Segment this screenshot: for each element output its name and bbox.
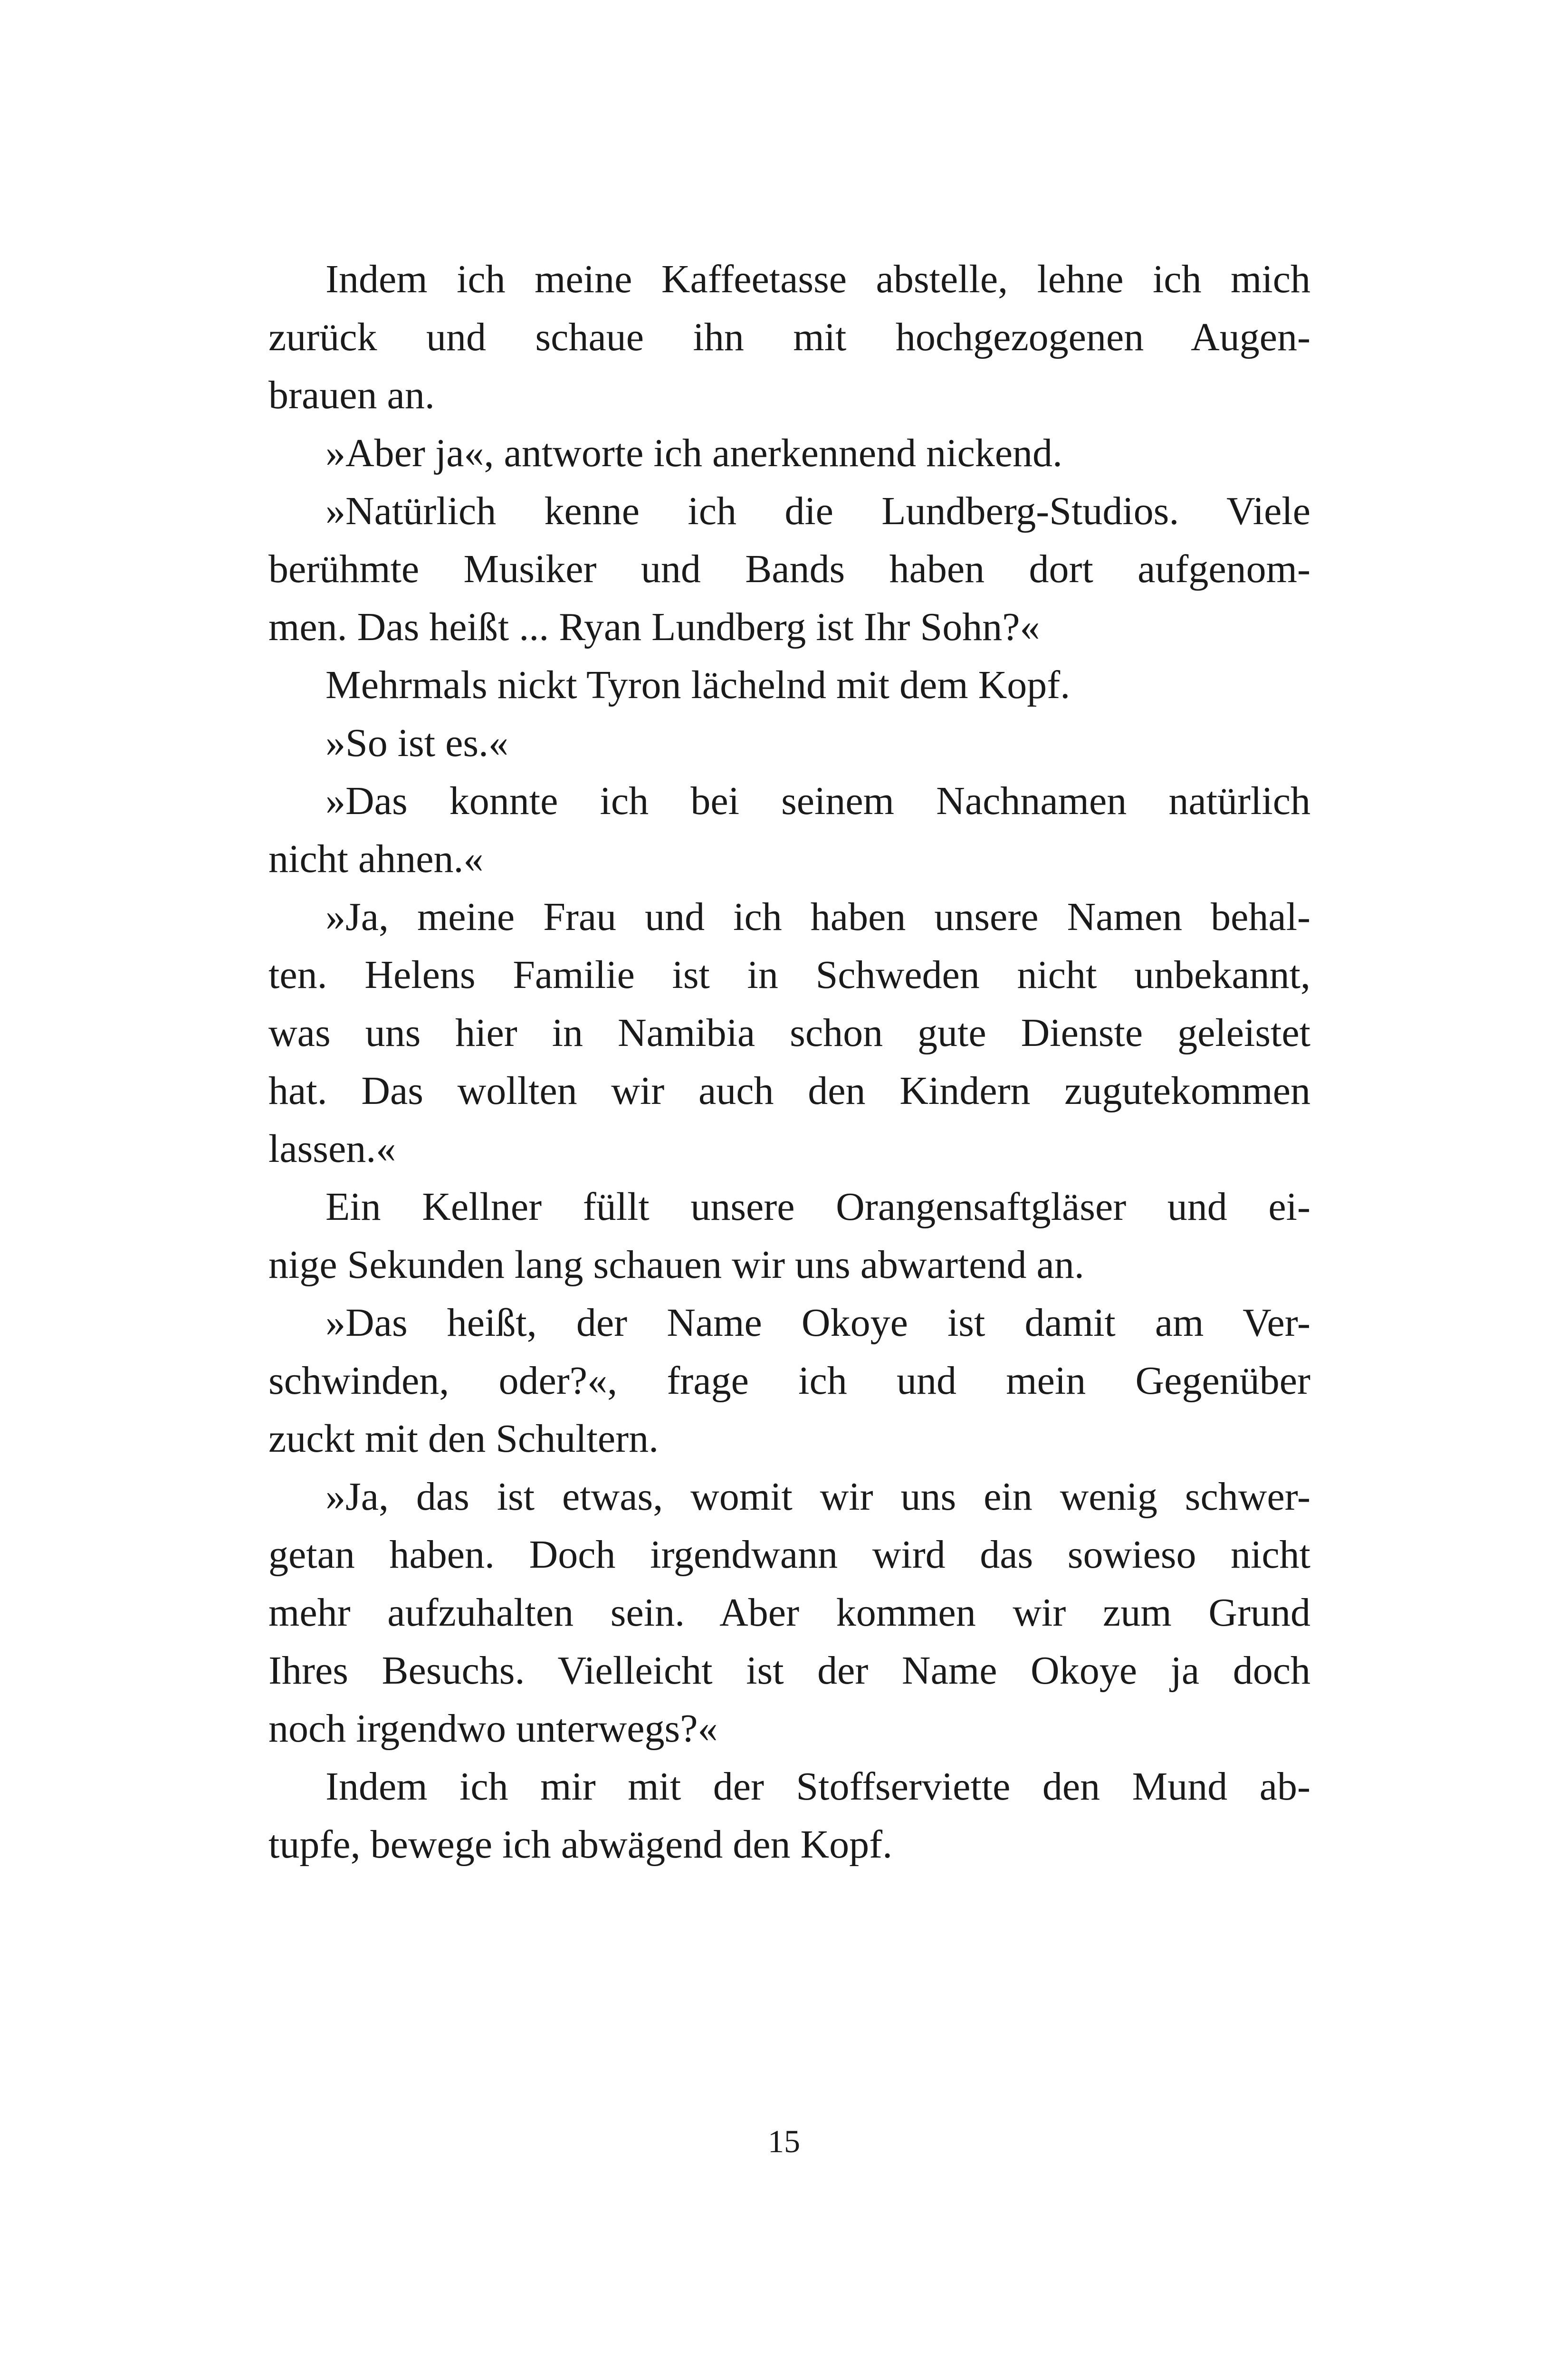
text-line: Ein Kellner füllt unsere Orangensaftgläser und ei- [325, 1185, 1310, 1229]
text-line: »Aber ja«, antworte ich anerkennend nickend. [325, 431, 1063, 475]
text-line: »So ist es.« [325, 721, 509, 765]
text-line: Indem ich mir mit der Stoffserviette den Mund ab- [325, 1764, 1310, 1809]
text-line: berühmte Musiker und Bands haben dort aufgenom- [268, 547, 1310, 591]
text-line: lassen.« [268, 1127, 396, 1171]
text-line: noch irgendwo unterwegs?« [268, 1706, 718, 1751]
text-line: ten. Helens Familie ist in Schweden nicht unbekannt, [268, 953, 1310, 997]
text-line: mehr aufzuhalten sein. Aber kommen wir zum Grund [268, 1590, 1310, 1635]
text-line: zuckt mit den Schultern. [268, 1417, 659, 1461]
text-line: zurück und schaue ihn mit hochgezogenen Augen- [268, 315, 1310, 359]
text-line: »Das heißt, der Name Okoye ist damit am Ver- [325, 1301, 1310, 1345]
text-line: nige Sekunden lang schauen wir uns abwartend an. [268, 1243, 1084, 1287]
text-line: men. Das heißt ... Ryan Lundberg ist Ihr Sohn?« [268, 605, 1040, 649]
text-line: »Ja, das ist etwas, womit wir uns ein wenig schwer- [325, 1475, 1310, 1519]
text-line: »Das konnte ich bei seinem Nachnamen natürlich [325, 779, 1310, 823]
text-line: was uns hier in Namibia schon gute Dienste geleistet [268, 1011, 1310, 1055]
text-line: hat. Das wollten wir auch den Kindern zugutekommen [268, 1069, 1310, 1113]
text-line: getan haben. Doch irgendwann wird das sowieso nicht [268, 1533, 1310, 1577]
text-line: Ihres Besuchs. Vielleicht ist der Name Okoye ja doch [268, 1648, 1310, 1693]
text-line: tupfe, bewege ich abwägend den Kopf. [268, 1822, 893, 1867]
text-line: schwinden, oder?«, frage ich und mein Gegenüber [268, 1359, 1310, 1403]
text-line: Indem ich meine Kaffeetasse abstelle, lehne ich mich [325, 257, 1310, 301]
text-line: Mehrmals nickt Tyron lächelnd mit dem Kopf. [325, 663, 1071, 707]
text-line: brauen an. [268, 373, 435, 417]
text-line: »Natürlich kenne ich die Lundberg-Studios. Viele [325, 489, 1310, 533]
text-line: »Ja, meine Frau und ich haben unsere Namen behal- [325, 895, 1310, 939]
body-text [268, 250, 1310, 1874]
text-line: nicht ahnen.« [268, 837, 484, 881]
page-number: 15 [768, 2123, 800, 2159]
